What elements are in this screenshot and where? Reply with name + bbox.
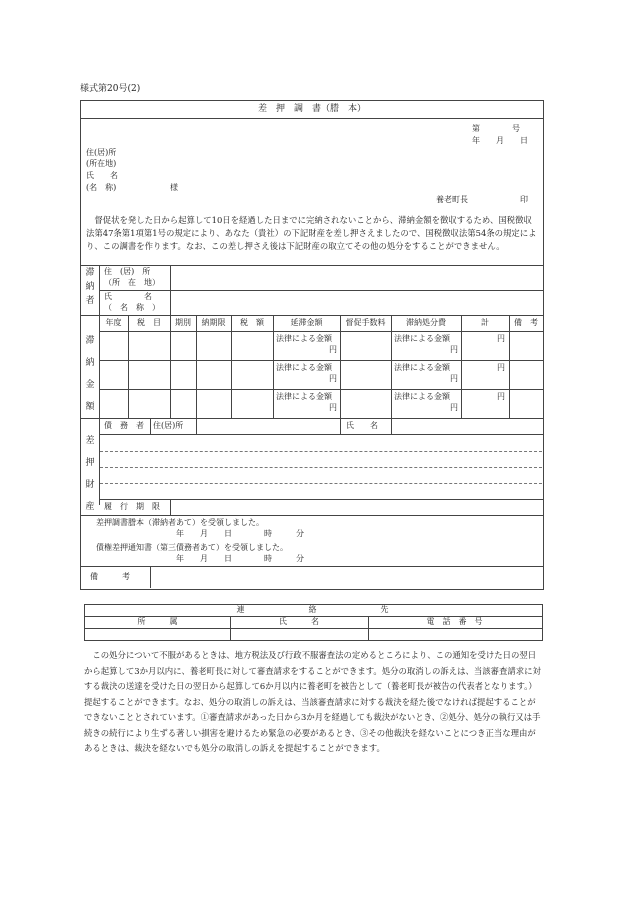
row1-fee-unit: 円	[450, 345, 458, 354]
row2-fee-text: 法律による金額	[394, 363, 450, 372]
addressee-address-alt: (所在地)	[86, 159, 117, 168]
receipt-datetime-1: 年 月 日 時 分	[176, 529, 304, 538]
row3-total-unit: 円	[497, 392, 505, 401]
header-tax-item: 税 目	[137, 318, 161, 327]
addressee-name-alt: (名 称)	[86, 183, 117, 192]
contact-header: 連 絡 先	[236, 605, 389, 614]
debtor-label: 債 務 者	[104, 421, 144, 430]
header-total: 計	[481, 318, 489, 327]
row1-total-unit: 円	[497, 334, 505, 343]
addressee-name-label: 氏 名	[86, 171, 118, 180]
honorific: 様	[170, 183, 178, 192]
row2-total-unit: 円	[497, 363, 505, 372]
row2-interest-unit: 円	[329, 374, 337, 383]
intro-paragraph: 督促状を発した日から起算して10日を経過した日までに完納されないことから、滞納金額を徴収するため、国税徴収法第47条第1項第1号の規定により、あなた（貴社）の下記財産を差し押さえましたので、国税徴収法第54条の規定により、この調書を作ります。なお、この差し押さえ後は下記財産の取立てその他の処分をすることができません。	[86, 215, 537, 251]
row3-fee-text: 法律による金額	[394, 392, 450, 401]
document-number: 第 号	[472, 124, 520, 133]
contact-col-name: 氏 名	[279, 617, 319, 626]
seizure-record-form	[80, 100, 544, 590]
debtor-name-label: 氏 名	[346, 421, 378, 430]
document-date: 年 月 日	[472, 136, 528, 145]
taxpayer-side-label: 滞 納 者	[85, 268, 95, 306]
row1-interest-text: 法律による金額	[276, 334, 332, 343]
header-late-interest: 延滞金額	[290, 318, 323, 327]
header-demand-fee: 督促手数料	[345, 318, 386, 327]
taxpayer-name-alt: （ 名 称 ）	[104, 303, 160, 312]
taxpayer-address-label: 住 (居) 所	[104, 267, 151, 276]
taxpayer-address-alt: （所 在 地）	[104, 278, 160, 287]
addressee-address-label: 住(居)所	[86, 148, 117, 157]
receipt-datetime-2: 年 月 日 時 分	[176, 554, 304, 563]
property-side-label: 差 押 財 産	[85, 436, 95, 512]
header-year: 年度	[105, 318, 122, 327]
due-date-label: 履 行 期 限	[104, 502, 160, 511]
seal-mark: 印	[520, 195, 528, 204]
contact-col-affiliation: 所 属	[137, 617, 178, 626]
debtor-address-label: 住(居)所	[153, 421, 184, 430]
remarks-label: 備 考	[90, 572, 130, 581]
issuer: 養老町長	[436, 195, 468, 204]
row3-fee-unit: 円	[450, 403, 458, 412]
amount-side-label: 滞 納 金 額	[85, 336, 95, 412]
taxpayer-name-label: 氏 名	[104, 292, 152, 301]
row2-interest-text: 法律による金額	[276, 363, 332, 372]
row2-fee-unit: 円	[450, 374, 458, 383]
appeal-notice: この処分について不服があるときは、地方税法及び行政不服審査法の定めるところにより、この通知を受けた日の翌日から起算して3か月以内に、養老町長に対して審査請求をすることができます。処分の取消しの訴えは、当該審査請求に対する裁決の送達を受けた日の翌日から起算して6か月以内に養老町を被告として（養老町長が被告の代表者となります。）提起することができます。なお、処分の取消しの訴えは、当該審査請求に対する裁決を経た後でなければ提起することができないこととされています。①審査請求があった日から3か月を経過しても裁決がないとき、②処分、処分の執行又は手続きの続行により生ずる著しい損害を避けるため緊急の必要があるとき、③その他裁決を経ないことにつき正当な理由があるときは、裁決を経ないでも処分の取消しの訴えを提起することができます。	[84, 650, 541, 753]
header-tax-amount: 税 額	[240, 318, 264, 327]
row1-fee-text: 法律による金額	[394, 334, 450, 343]
header-remarks: 備 考	[514, 318, 538, 327]
row3-interest-text: 法律による金額	[276, 392, 332, 401]
header-period: 期別	[175, 318, 191, 327]
receipt-line-2: 債権差押通知書（第三債務者あて）を受領しました。	[96, 543, 288, 552]
form-number: 様式第20号(2)	[80, 84, 141, 94]
row1-interest-unit: 円	[329, 345, 337, 354]
document-title: 差 押 調 書（謄 本）	[257, 104, 366, 114]
header-due-date: 納期限	[201, 318, 226, 327]
header-disposition-cost: 滞納処分費	[406, 318, 446, 327]
contact-col-phone: 電 話 番 号	[426, 617, 483, 626]
row3-interest-unit: 円	[329, 403, 337, 412]
receipt-line-1: 差押調書謄本（滞納者あて）を受領しました。	[96, 518, 264, 527]
